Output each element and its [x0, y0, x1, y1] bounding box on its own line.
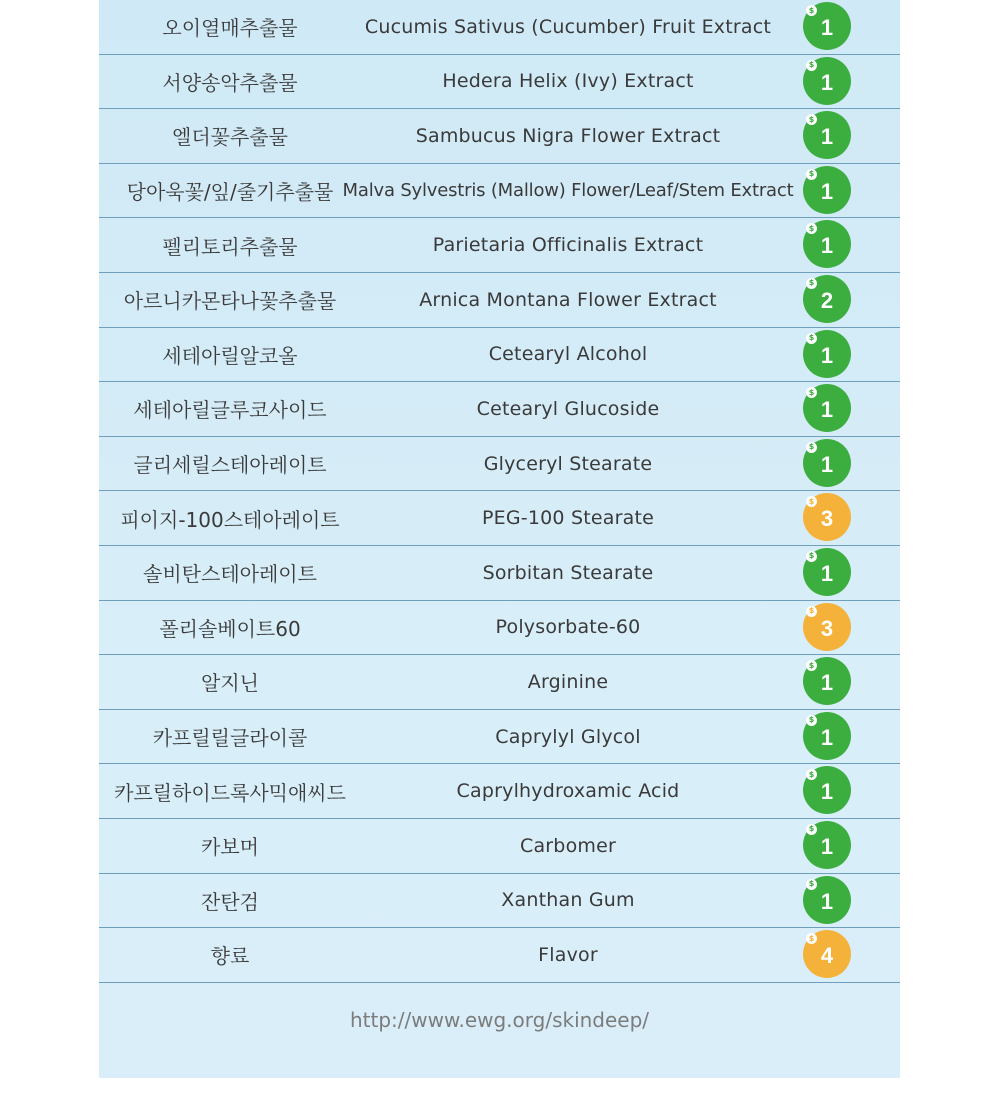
ingredient-row: [99, 546, 900, 601]
dollar-icon: $: [806, 606, 817, 617]
ingredient-korean-name: 오이열매추출물: [162, 16, 298, 41]
ewg-score-value: 1: [820, 342, 834, 368]
ingredient-row: [99, 328, 900, 383]
ingredient-english-name: Arginine: [527, 670, 609, 693]
ingredient-english-name: Cucumis Sativus (Cucumber) Fruit Extract: [364, 15, 772, 38]
ingredient-row: [99, 164, 900, 219]
ewg-score-value: 1: [820, 451, 834, 477]
ingredient-table-panel: [99, 0, 900, 1078]
dollar-icon: $: [806, 5, 817, 16]
ingredient-english-name: Caprylhydroxamic Acid: [456, 780, 680, 803]
ingredient-korean-name: 엘더꽃추출물: [172, 125, 288, 150]
ewg-score-value: 2: [820, 287, 834, 313]
ewg-score-value: 1: [820, 724, 834, 750]
ingredient-row: [99, 0, 900, 55]
ewg-score-badge: [803, 220, 851, 268]
ewg-score-badge: [803, 603, 851, 651]
ewg-score-badge: [803, 493, 851, 541]
ewg-score-badge: [803, 166, 851, 214]
ewg-score-badge: [803, 821, 851, 869]
dollar-icon: $: [806, 933, 817, 944]
ewg-score-value: 1: [820, 15, 834, 40]
ewg-score-value: 1: [820, 397, 834, 423]
ingredient-english-name: Flavor: [538, 943, 598, 966]
ewg-score-value: 3: [820, 506, 834, 532]
ingredient-korean-name: 잔탄검: [201, 889, 259, 914]
ingredient-english-name: Carbomer: [519, 834, 616, 857]
ingredient-english-name: Caprylyl Glycol: [495, 725, 641, 748]
ewg-score-badge: [803, 330, 851, 378]
ingredient-korean-name: 글리세릴스테아레이트: [133, 453, 327, 478]
ingredient-english-name: Cetearyl Alcohol: [488, 343, 648, 366]
dollar-icon: $: [806, 223, 817, 234]
ewg-score-value: 4: [820, 943, 834, 969]
ewg-score-badge: [803, 712, 851, 760]
ingredient-korean-name: 솔비탄스테아레이트: [143, 562, 317, 587]
ingredient-row: [99, 874, 900, 929]
ingredient-korean-name: 펠리토리추출물: [162, 234, 298, 259]
ewg-score-badge: [803, 439, 851, 487]
ingredient-korean-name: 당아욱꽃/잎/줄기추출물: [126, 180, 334, 205]
ingredient-korean-name: 세테아릴글루코사이드: [133, 398, 327, 423]
ingredient-korean-name: 폴리솔베이트60: [159, 616, 301, 641]
ingredient-english-name: Malva Sylvestris (Mallow) Flower/Leaf/Stem Extract: [342, 180, 794, 202]
ingredient-korean-name: 아르니카몬타나꽃추출물: [123, 289, 337, 314]
ingredient-row: [99, 109, 900, 164]
ingredient-english-name: Parietaria Officinalis Extract: [432, 234, 704, 257]
ewg-score-value: 1: [820, 779, 834, 805]
ingredient-row: [99, 437, 900, 492]
dollar-icon: $: [806, 278, 817, 289]
ingredient-row: [99, 764, 900, 819]
ingredient-english-name: PEG-100 Stearate: [482, 507, 654, 530]
ewg-score-badge: [803, 275, 851, 323]
dollar-icon: $: [806, 387, 817, 398]
ingredient-english-name: Sorbitan Stearate: [482, 561, 654, 584]
ingredient-row: [99, 273, 900, 328]
ingredient-korean-name: 알지닌: [201, 671, 259, 696]
dollar-icon: $: [806, 60, 817, 71]
ingredient-korean-name: 세테아릴알코올: [162, 343, 298, 368]
ewg-score-value: 1: [820, 69, 834, 95]
dollar-icon: $: [806, 114, 817, 125]
source-url: http://www.ewg.org/skindeep/: [349, 1008, 650, 1032]
ingredient-korean-name: 카프릴하이드록사믹애씨드: [114, 780, 346, 805]
ingredient-row: [99, 382, 900, 437]
ewg-score-value: 1: [820, 178, 834, 204]
ingredient-english-name: Hedera Helix (Ivy) Extract: [442, 70, 694, 93]
ingredient-english-name: Arnica Montana Flower Extract: [419, 288, 717, 311]
ingredient-english-name: Xanthan Gum: [501, 889, 635, 912]
ingredient-korean-name: 향료: [210, 944, 250, 969]
ewg-score-value: 3: [820, 615, 834, 641]
dollar-icon: $: [806, 879, 817, 890]
ewg-score-value: 1: [820, 124, 834, 150]
ingredient-row: [99, 819, 900, 874]
ewg-score-value: 1: [820, 233, 834, 259]
dollar-icon: $: [806, 496, 817, 507]
ewg-score-value: 1: [820, 560, 834, 586]
ingredient-row: [99, 601, 900, 656]
ewg-score-badge: [803, 111, 851, 159]
ewg-score-badge: [803, 930, 851, 978]
ingredient-english-name: Sambucus Nigra Flower Extract: [415, 124, 721, 147]
ingredient-row: [99, 55, 900, 110]
dollar-icon: $: [806, 169, 817, 180]
ewg-score-value: 1: [820, 888, 834, 914]
ewg-score-badge: [803, 57, 851, 105]
ewg-score-value: 1: [820, 833, 834, 859]
dollar-icon: $: [806, 715, 817, 726]
dollar-icon: $: [806, 551, 817, 562]
ingredient-korean-name: 피이지-100스테아레이트: [120, 507, 340, 532]
ewg-score-badge: [803, 548, 851, 596]
ewg-score-badge: [803, 2, 851, 50]
ingredient-english-name: Cetearyl Glucoside: [476, 397, 660, 420]
ingredient-list: [99, 0, 900, 983]
ingredient-english-name: Polysorbate-60: [495, 616, 641, 639]
dollar-icon: $: [806, 333, 817, 344]
dollar-icon: $: [806, 442, 817, 453]
dollar-icon: $: [806, 824, 817, 835]
dollar-icon: $: [806, 769, 817, 780]
ingredient-english-name: Glyceryl Stearate: [483, 452, 653, 475]
ingredient-korean-name: 카프릴릴글라이콜: [152, 726, 308, 751]
ewg-score-badge: [803, 876, 851, 924]
ingredient-row: [99, 710, 900, 765]
ingredient-row: [99, 655, 900, 710]
ewg-score-badge: [803, 766, 851, 814]
ingredient-korean-name: 서양송악추출물: [162, 70, 298, 95]
ingredient-row: [99, 928, 900, 983]
ingredient-row: [99, 218, 900, 273]
ingredient-korean-name: 카보머: [201, 835, 259, 860]
ewg-score-value: 1: [820, 670, 834, 696]
ewg-score-badge: [803, 657, 851, 705]
dollar-icon: $: [806, 660, 817, 671]
ingredient-row: [99, 491, 900, 546]
ewg-score-badge: [803, 384, 851, 432]
